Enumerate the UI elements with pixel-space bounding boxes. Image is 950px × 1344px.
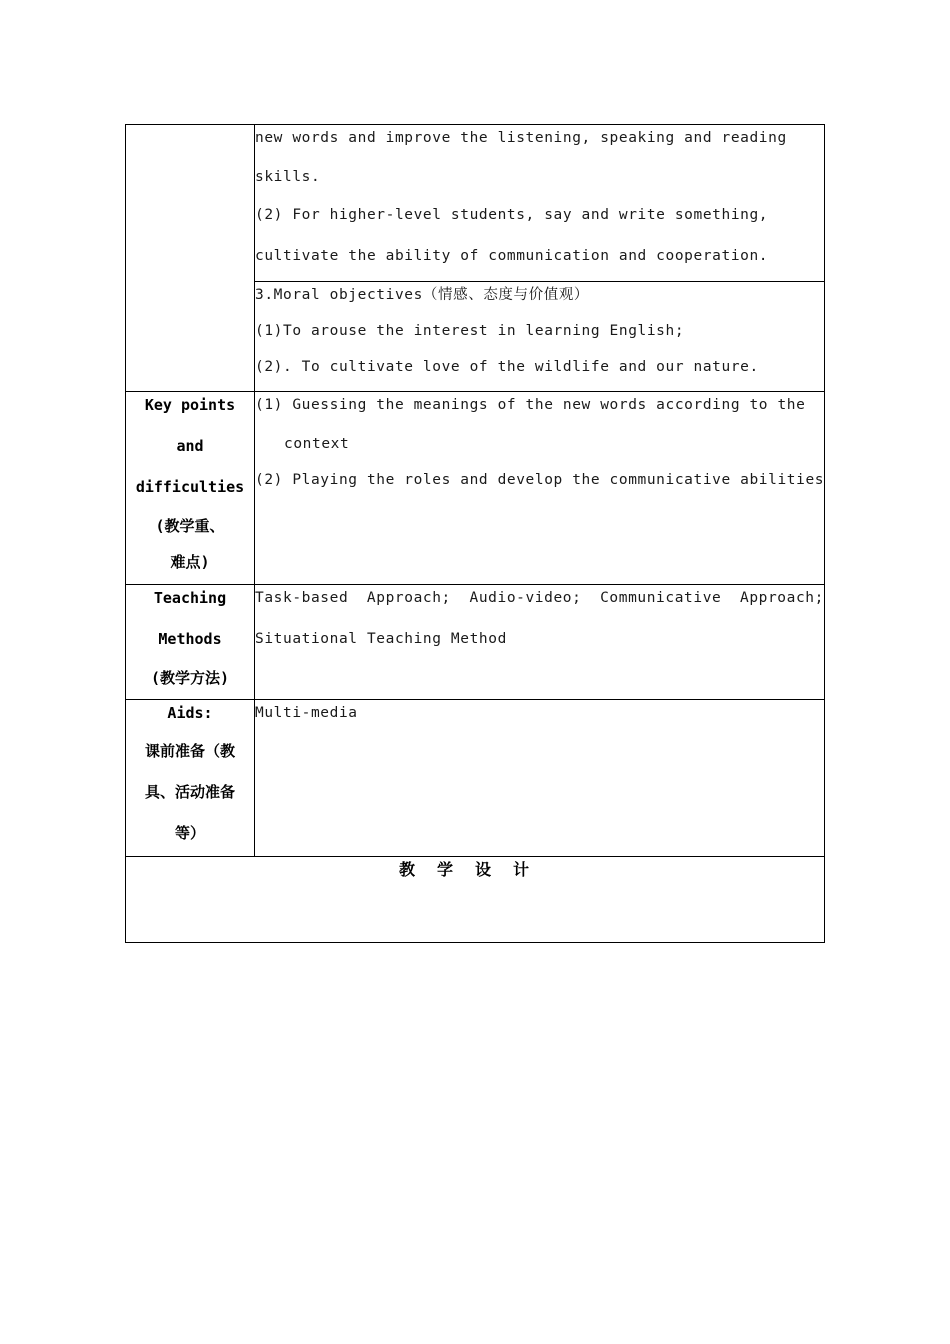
label-line: Key points: [144, 396, 236, 414]
text-line: (2) Playing the roles and develop the communicative abilities: [255, 472, 825, 488]
label-line: (教学方法): [150, 669, 230, 687]
label-line: Teaching: [153, 589, 227, 607]
label-line: 课前准备（教: [144, 742, 235, 760]
aids-cell: [255, 700, 825, 857]
method-word: Approach;: [739, 590, 824, 606]
teaching-methods-label: [126, 585, 255, 700]
text-line: Situational Teaching Method: [255, 631, 507, 647]
teaching-methods-row: [126, 585, 825, 700]
objectives-continued-row: [126, 125, 825, 282]
ability-objectives-cell: [255, 125, 825, 282]
moral-objectives-cell: [255, 282, 825, 392]
text-line: Multi-media: [255, 705, 358, 721]
design-title: 教学设计: [126, 857, 825, 943]
methods-line: [255, 578, 824, 619]
text-line: 3.Moral objectives（情感、态度与价值观）: [255, 287, 590, 303]
text-line: (1)To arouse the interest in learning English;: [255, 323, 685, 339]
text-line: (1) Guessing the meanings of the new words according to the: [255, 397, 806, 413]
label-line: difficulties: [135, 478, 245, 496]
aids-row: [126, 700, 825, 857]
label-line: 具、活动准备: [144, 783, 235, 801]
label-line: and: [176, 437, 204, 455]
key-points-label: [126, 392, 255, 585]
method-word: Communicative: [600, 590, 722, 606]
method-word: Audio-video;: [469, 590, 582, 606]
text-line: skills.: [255, 169, 321, 185]
label-line: 等）: [174, 824, 205, 842]
label-line: Methods: [158, 630, 222, 648]
label-line: 难点): [170, 553, 210, 571]
label-line: Aids:: [167, 704, 213, 722]
text-line: cultivate the ability of communication and cooperation.: [255, 248, 769, 264]
label-line: (教学重、: [155, 517, 225, 535]
lesson-plan-table: [125, 124, 825, 943]
text-line: (2) For higher-level students, say and write something,: [255, 207, 769, 223]
text-line: (2). To cultivate love of the wildlife and our nature.: [255, 359, 759, 375]
key-points-row: [126, 392, 825, 585]
aids-label: [126, 700, 255, 857]
method-word: Task-based: [255, 590, 349, 606]
method-word: Approach;: [366, 590, 451, 606]
teaching-methods-cell: [255, 585, 825, 700]
text-line: context: [284, 436, 350, 452]
empty-label-cell: [126, 125, 255, 392]
text-line: new words and improve the listening, speaking and reading: [255, 130, 787, 146]
key-points-cell: [255, 392, 825, 585]
design-title-row: [126, 857, 825, 943]
